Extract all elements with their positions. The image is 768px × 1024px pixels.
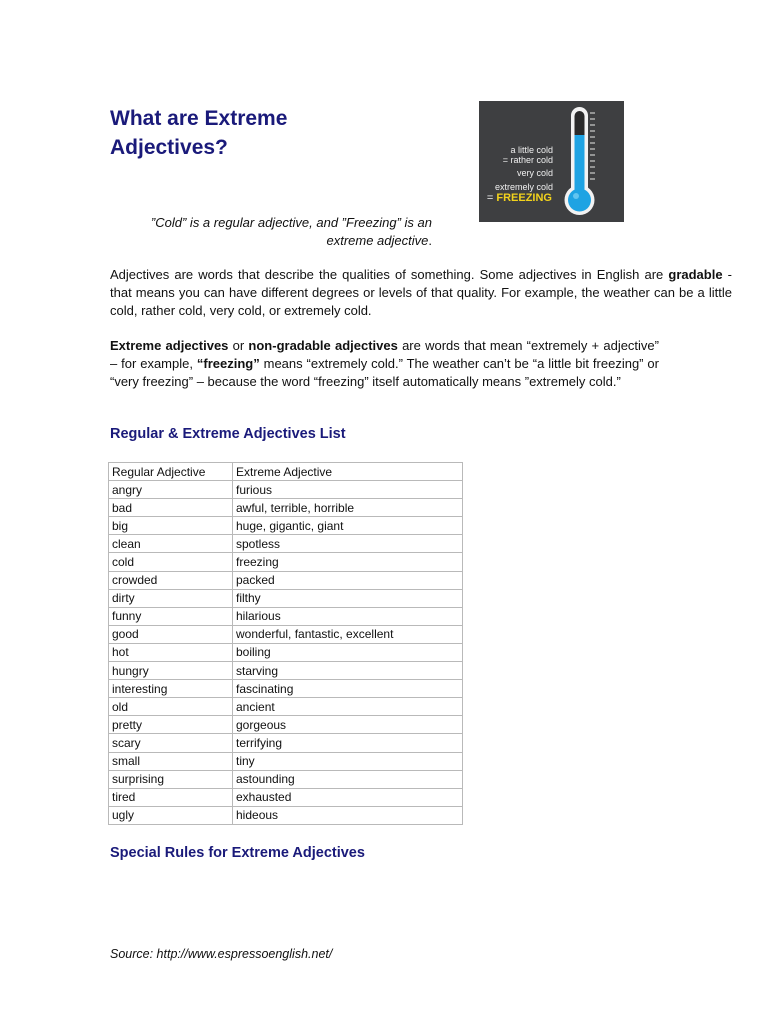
regular-adjective-cell: angry [109, 481, 233, 499]
table-row [109, 499, 463, 517]
table-row [109, 571, 463, 589]
table-row [109, 698, 463, 716]
regular-adjective-cell: cold [109, 553, 233, 571]
regular-adjective-cell: old [109, 698, 233, 716]
extreme-adjective-cell: huge, gigantic, giant [233, 517, 463, 535]
regular-adjective-cell: crowded [109, 571, 233, 589]
table-row [109, 553, 463, 571]
para1-text-1: Adjectives are words that describe the qualities of something. Some adjectives in English are [110, 267, 669, 282]
extreme-adjective-cell: astounding [233, 770, 463, 788]
regular-adjective-cell: surprising [109, 770, 233, 788]
page-title-line-1: What are Extreme [110, 107, 288, 130]
regular-adjective-cell: ugly [109, 806, 233, 824]
para2-bold-non-gradable: non-gradable adjectives [248, 338, 398, 353]
table-row [109, 716, 463, 734]
thermometer-equals-sign: = [486, 192, 494, 204]
regular-adjective-cell: small [109, 752, 233, 770]
table-row [109, 752, 463, 770]
regular-adjective-cell: tired [109, 788, 233, 806]
regular-adjective-cell: clean [109, 535, 233, 553]
thermometer-image [479, 101, 624, 222]
extreme-adjective-cell: terrifying [233, 734, 463, 752]
thermometer-label-rather-cold: = rather cold [502, 155, 553, 165]
para2-bold-extreme: Extreme adjectives [110, 338, 229, 353]
page-title-line-2: Adjectives? [110, 136, 228, 159]
thermometer-label-very-cold: very cold [516, 168, 553, 178]
thermometer-icon [479, 101, 624, 222]
regular-adjective-cell: good [109, 625, 233, 643]
page-title [110, 104, 410, 162]
table-row [109, 535, 463, 553]
table-row [109, 788, 463, 806]
table-row [109, 607, 463, 625]
regular-adjective-cell: big [109, 517, 233, 535]
extreme-adjective-cell: gorgeous [233, 716, 463, 734]
extreme-adjective-cell: filthy [233, 589, 463, 607]
regular-adjective-cell: bad [109, 499, 233, 517]
table-row [109, 481, 463, 499]
table-row [109, 662, 463, 680]
para2-text-3: means “extremely cold.” The weather can’t be “a little bit freezing” or “very freezing” – because the word “freezing” itself automatically means ”extremely cold.” [110, 356, 659, 389]
regular-adjective-cell: pretty [109, 716, 233, 734]
adjectives-table [108, 462, 463, 825]
para2-text-1: or [228, 338, 249, 353]
regular-adjective-cell: hot [109, 643, 233, 661]
extreme-adjective-cell: starving [233, 662, 463, 680]
list-heading: Regular & Extreme Adjectives List [110, 426, 346, 442]
extreme-adjective-cell: ancient [233, 698, 463, 716]
extreme-adjective-cell: hilarious [233, 607, 463, 625]
regular-adjective-cell: dirty [109, 589, 233, 607]
table-header-row [109, 463, 463, 481]
source-citation: Source: http://www.espressoenglish.net/ [110, 947, 333, 961]
caption-line-2: extreme adjective [326, 233, 429, 248]
table-row [109, 680, 463, 698]
header-regular-adjective: Regular Adjective [109, 463, 233, 481]
extreme-adjective-cell: awful, terrible, horrible [233, 499, 463, 517]
thermometer-label-extremely-cold: extremely cold [494, 182, 553, 192]
header-extreme-adjective: Extreme Adjective [233, 463, 463, 481]
extreme-adjective-cell: furious [233, 481, 463, 499]
extreme-adjective-cell: hideous [233, 806, 463, 824]
table-row [109, 643, 463, 661]
regular-adjective-cell: funny [109, 607, 233, 625]
caption-line-1: ”Cold” is a regular adjective, and ”Freezing” is an [150, 215, 432, 230]
extreme-adjective-cell: boiling [233, 643, 463, 661]
para2-text-2: are words that mean “extremely + adjective” – for example, [110, 338, 659, 371]
thermometer-freezing-word: FREEZING [496, 192, 552, 204]
extreme-adjective-cell: packed [233, 571, 463, 589]
table-row [109, 770, 463, 788]
extreme-adjective-cell: freezing [233, 553, 463, 571]
para1-bold-gradable: gradable [668, 267, 723, 282]
thermometer-caption [110, 214, 432, 250]
extreme-adjective-cell: tiny [233, 752, 463, 770]
table-row [109, 806, 463, 824]
regular-adjective-cell: interesting [109, 680, 233, 698]
extreme-adjective-cell: exhausted [233, 788, 463, 806]
table-body [109, 481, 463, 825]
para1-text-2: - that means you can have different degrees or levels of that quality. For example, the weather can be a little cold, rather cold, very cold, or extremely cold. [110, 267, 732, 318]
para2-bold-freezing: “freezing” [196, 356, 260, 371]
table-row [109, 589, 463, 607]
thermometer-label-little-cold: a little cold [510, 145, 553, 155]
special-rules-heading: Special Rules for Extreme Adjectives [110, 845, 365, 861]
table-row [109, 734, 463, 752]
extreme-adjective-cell: wonderful, fantastic, excellent [233, 625, 463, 643]
extreme-adjective-cell: spotless [233, 535, 463, 553]
table-row [109, 625, 463, 643]
table-row [109, 517, 463, 535]
regular-adjective-cell: hungry [109, 662, 233, 680]
extreme-adjectives-paragraph [110, 337, 659, 391]
caption-period: . [428, 233, 432, 248]
gradable-paragraph [110, 266, 732, 320]
extreme-adjective-cell: fascinating [233, 680, 463, 698]
regular-adjective-cell: scary [109, 734, 233, 752]
